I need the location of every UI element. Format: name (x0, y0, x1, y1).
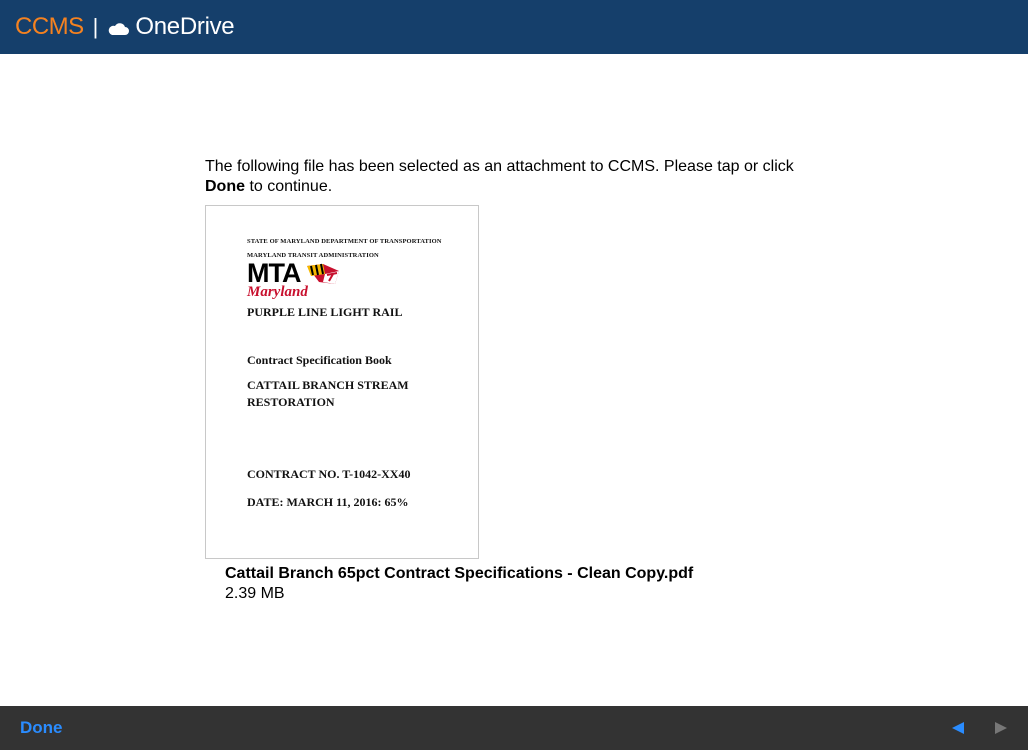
instruction-message (205, 157, 825, 197)
message-done-emphasis: Done (205, 178, 245, 195)
done-button[interactable]: Done (20, 718, 63, 737)
bottom-toolbar (0, 706, 1028, 750)
mta-logo-subtext: Maryland (247, 284, 308, 300)
preview-dept-line: STATE OF MARYLAND DEPARTMENT OF TRANSPORTATION (247, 238, 442, 245)
document-thumbnail (205, 205, 479, 559)
maryland-flag-icon (305, 262, 343, 286)
file-size: 2.39 MB (225, 585, 285, 602)
cloud-icon (106, 21, 130, 37)
file-name: Cattail Branch 65pct Contract Specifications - Clean Copy.pdf (225, 565, 694, 582)
preview-date: DATE: MARCH 11, 2016: 65% (247, 495, 409, 509)
preview-admin-line: MARYLAND TRANSIT ADMINISTRATION (247, 252, 379, 259)
preview-project: PURPLE LINE LIGHT RAIL (247, 305, 403, 319)
brand-onedrive: OneDrive (135, 13, 235, 40)
mta-logo (247, 260, 357, 302)
brand-separator: | (92, 14, 99, 39)
app-header (0, 0, 1028, 54)
preview-title-line1: CATTAIL BRANCH STREAM (247, 378, 409, 392)
preview-book: Contract Specification Book (247, 353, 392, 367)
right-arrow-icon[interactable] (994, 721, 1008, 735)
left-arrow-icon[interactable] (951, 721, 965, 735)
preview-contract: CONTRACT NO. T-1042-XX40 (247, 467, 411, 481)
preview-title-line2: RESTORATION (247, 395, 335, 409)
message-text-end: to continue. (245, 178, 333, 195)
message-text: The following file has been selected as an attachment to CCMS. Please tap or click (205, 158, 794, 175)
mta-logo-text: MTA (247, 258, 301, 288)
brand-ccms: CCMS (15, 13, 84, 40)
